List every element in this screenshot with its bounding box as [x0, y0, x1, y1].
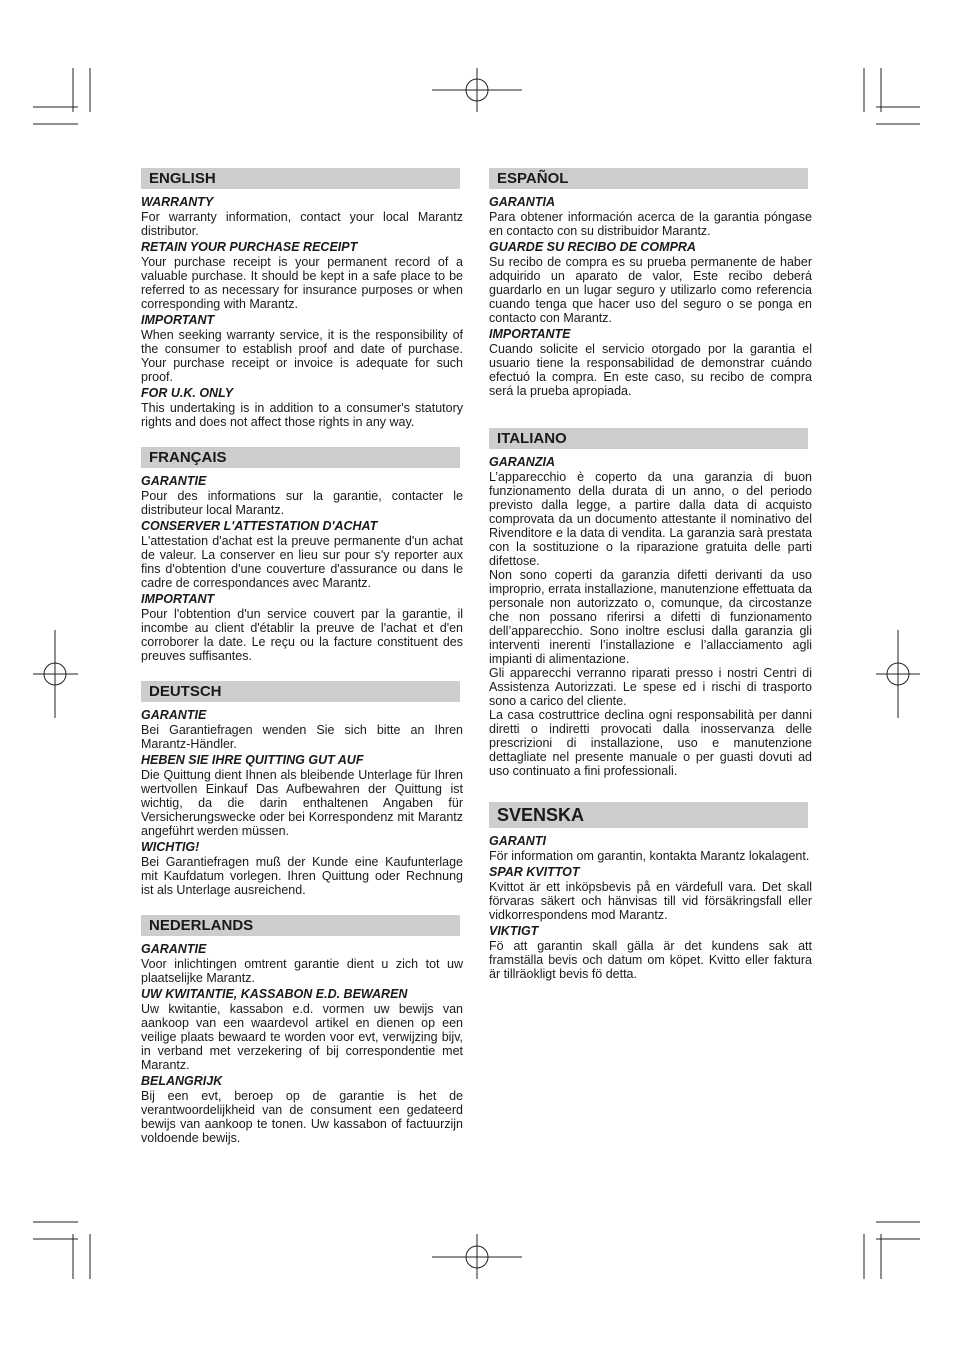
- paragraph: When seeking warranty service, it is the responsibility of the consumer to establish proof and date of purchase. Your purchase receipt or invoice is adequate for such proof.: [141, 328, 463, 384]
- subheading: WICHTIG!: [141, 840, 200, 854]
- section-italiano: [489, 428, 812, 778]
- paragraph: Cuando solicite el servicio otorgado por la garantia el usuario tiene la responsabilidad de demonstrar cuándo efectuó la compra. En este caso, su recibo de compra será la prueba apropiada.: [489, 342, 812, 398]
- paragraph: For warranty information, contact your local Marantz distributor.: [141, 210, 463, 238]
- section-heading: ITALIANO: [489, 428, 808, 449]
- paragraph: Voor inlichtingen omtrent garantie dient u zich tot uw plaatselijke Marantz.: [141, 957, 463, 985]
- paragraph: Bei Garantiefragen muß der Kunde eine Kaufunterlage mit Kaufdatum vorlegen. Ihren Quittung oder Rechnung ist als Unterlage ausreichend.: [141, 855, 463, 897]
- section-heading: ESPAÑOL: [489, 168, 808, 189]
- paragraph: Die Quittung dient Ihnen als bleibende Unterlage für Ihren wertvollen Einkauf Das Aufbewahren der Quittung ist wichtig, da die darin enthaltenen Angaben für Versicherungswecke oder bei Korrespondenz mit Marantz angeführt werden müssen.: [141, 768, 463, 838]
- section-deutsch: [141, 681, 463, 897]
- subheading: GARANZIA: [489, 455, 555, 469]
- subheading: BELANGRIJK: [141, 1074, 223, 1088]
- subheading: IMPORTANTE: [489, 327, 571, 341]
- subheading: IMPORTANT: [141, 313, 215, 327]
- paragraph: L'attestation d'achat est la preuve permanente d'un achat de valeur. La conserver en lieu sur pour s'y reporter aux fins d'obtention d'une couverture d'assurance ou dans le cadre de correspondances avec Marantz.: [141, 534, 463, 590]
- section-svenska: [489, 802, 812, 981]
- subheading: GUARDE SU RECIBO DE COMPRA: [489, 240, 696, 254]
- paragraph: Su recibo de compra es su prueba permanente de haber adquirido un aparato de valor, Este recibo deberá guardarlo en un lugar seguro y utilizarlo como referencia cuando tenga que hacer uso del seguro o se ponga en contacto con Marantz.: [489, 255, 812, 325]
- section-heading: NEDERLANDS: [141, 915, 460, 936]
- section-francais: [141, 447, 463, 663]
- subheading: VIKTIGT: [489, 924, 539, 938]
- subheading: GARANTIE: [141, 474, 207, 488]
- paragraph: Bei Garantiefragen wenden Sie sich bitte an Ihren Marantz-Händler.: [141, 723, 463, 751]
- paragraph: Pour l'obtention d'un service couvert par la garantie, il incombe au client d'établir la preuve de l'achat et d'en corroborer la date. Le reçu ou la facture constituent des preuves suffisantes.: [141, 607, 463, 663]
- paragraph: Pour des informations sur la garantie, contacter le distributeur local Marantz.: [141, 489, 463, 517]
- subheading: UW KWITANTIE, KASSABON E.D. BEWAREN: [141, 987, 408, 1001]
- subheading: SPAR KVITTOT: [489, 865, 580, 879]
- subheading: GARANTI: [489, 834, 546, 848]
- subheading: CONSERVER L'ATTESTATION D'ACHAT: [141, 519, 378, 533]
- subheading: GARANTIE: [141, 942, 207, 956]
- section-espanol: [489, 168, 812, 398]
- paragraph: Bij een evt, beroep op de garantie is het de verantwoordelijkheid van de consument een gedateerd bewijs van aankoop te tonen. Uw kassabon of factuurzijn voldoende bewijs.: [141, 1089, 463, 1145]
- paragraph: Para obtener información acerca de la garantia póngase en contacto con su distribuidor Marantz.: [489, 210, 812, 238]
- paragraph: Uw kwitantie, kassabon e.d. vormen uw bewijs van aankoop van een waardevol artikel en dienen op een veilige plaats bewaard te worden voor evt, verwijzing bijv, in verband met verzekering of bij correspondentie met Marantz.: [141, 1002, 463, 1072]
- right-column: [489, 168, 812, 981]
- paragraph: Fö att garantin skall gälla är det kundens sak att framställa bevis och datum om köpet. Kvitto eller faktura är tillräokligt bevis fö detta.: [489, 939, 812, 981]
- subheading: HEBEN SIE IHRE QUITTING GUT AUF: [141, 753, 364, 767]
- subheading: FOR U.K. ONLY: [141, 386, 234, 400]
- subheading: IMPORTANT: [141, 592, 215, 606]
- section-heading: SVENSKA: [489, 802, 808, 828]
- paragraph: Your purchase receipt is your permanent record of a valuable purchase. It should be kept in a safe place to be referred to as necessary for insurance purposes or when corresponding with Marantz.: [141, 255, 463, 311]
- subheading: WARRANTY: [141, 195, 214, 209]
- subheading: GARANTIE: [141, 708, 207, 722]
- paragraph: L’apparecchio è coperto da una garanzia di buon funzionamento della durata di un anno, o del periodo previsto dalla legge, a partire dalla data di acquisto comprovata da un documento attestante il nominativo del Rivenditore e la data di vendita. La garanzia sarà prestata con la sostituzione o la riparazione gratuita delle parti difettose. Non sono coperti da garanzia difetti derivanti da uso improprio, errata installazione, manutenzione effettuata da personale non autorizzato o, comunque, da circostanze che non possano riferirsi a difetti di funzionamento dell’apparecchio. Sono inoltre esclusi dalla garanzia gli interventi inerenti l’installazione e l’allacciamento agli impianti di alimentazione. Gli apparecchi verranno riparati presso i nostri Centri di Assistenza Autorizzati. Le spese ed i rischi di trasporto sono a carico del cliente. La casa costruttrice declina ogni responsabilità per danni diretti o indiretti provocati dalla inosservanza delle prescrizioni di installazione, uso e manutenzione dettagliate nel presente manuale o per guasti dovuti ad uso continuato a fini professionali.: [489, 470, 812, 778]
- section-nederlands: [141, 915, 463, 1145]
- left-column: [141, 168, 463, 1145]
- section-heading: DEUTSCH: [141, 681, 460, 702]
- section-heading: FRANÇAIS: [141, 447, 460, 468]
- section-heading: ENGLISH: [141, 168, 460, 189]
- subheading: RETAIN YOUR PURCHASE RECEIPT: [141, 240, 358, 254]
- paragraph: Kvittot är ett inköpsbevis på en värdefull vara. Det skall förvaras säkert och hänvisas till vid försäkringsfall eller vidkorrespondens mod Marantz.: [489, 880, 812, 922]
- section-english: [141, 168, 463, 429]
- paragraph: För information om garantin, kontakta Marantz lokalagent.: [489, 849, 810, 863]
- paragraph: This undertaking is in addition to a consumer's statutory rights and does not affect those rights in any way.: [141, 401, 463, 429]
- subheading: GARANTIA: [489, 195, 555, 209]
